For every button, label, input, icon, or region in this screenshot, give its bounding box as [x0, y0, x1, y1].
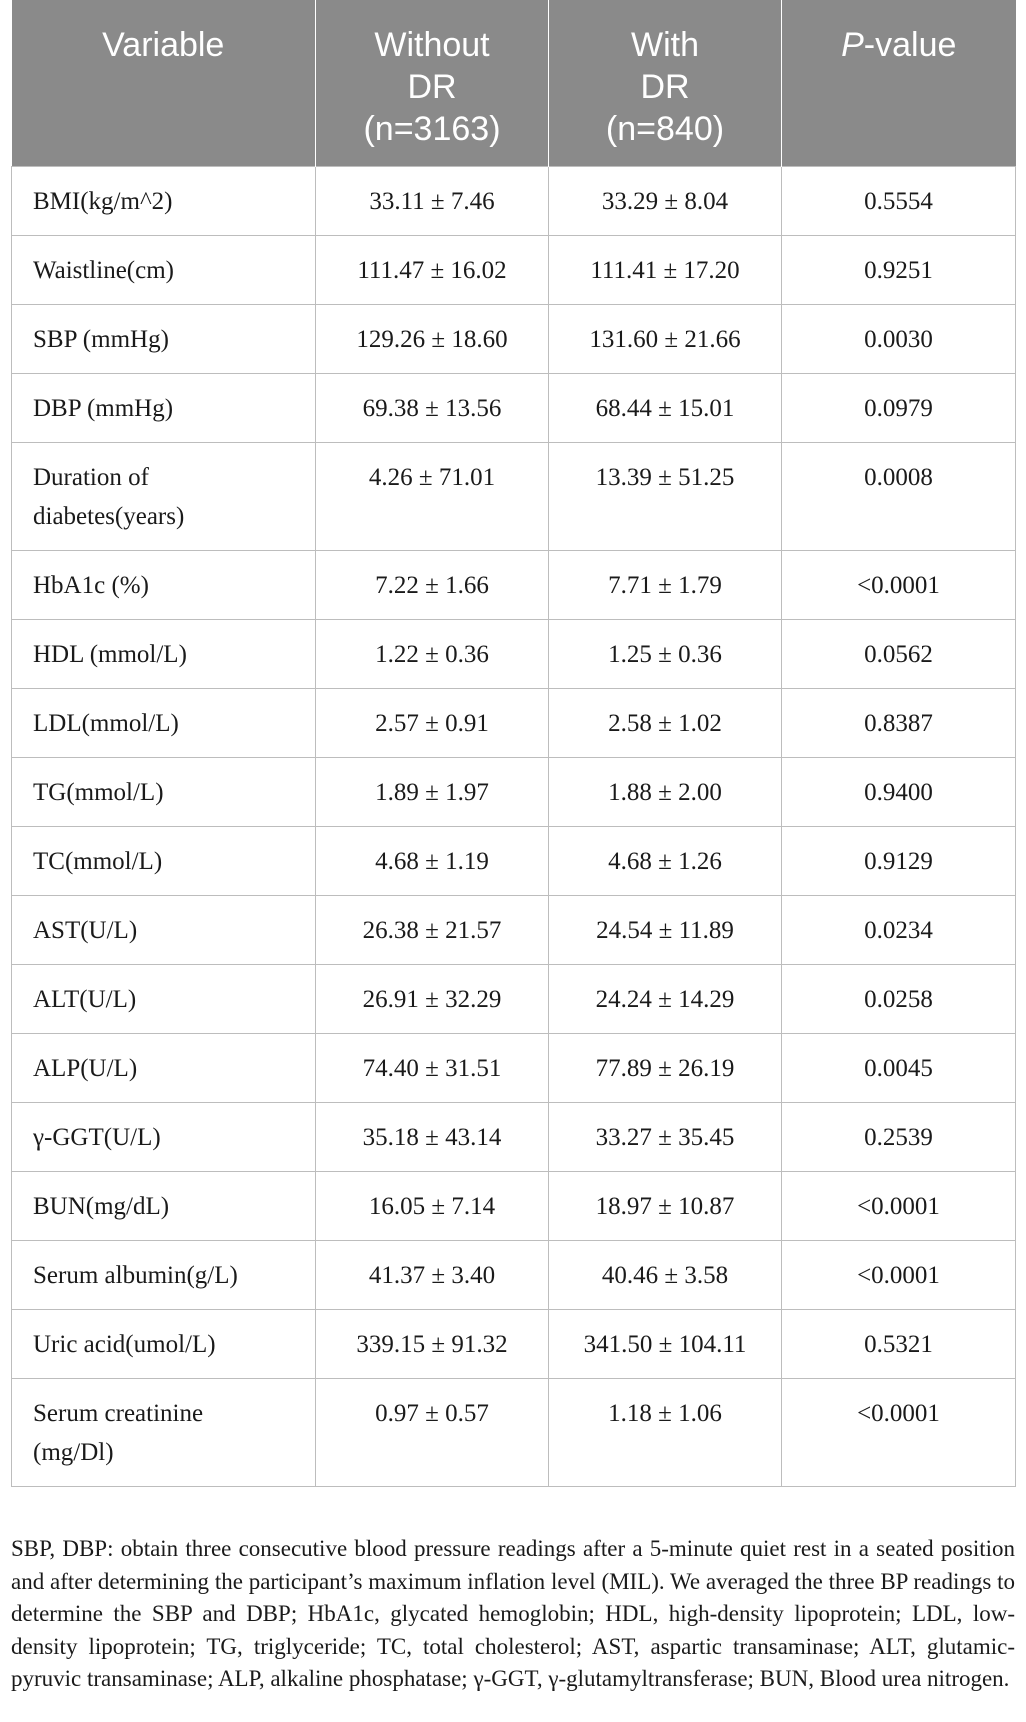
cell-with-dr: 1.18 ± 1.06	[549, 1379, 782, 1487]
table-row	[12, 689, 1016, 758]
table-row	[12, 1034, 1016, 1103]
cell-variable: HDL (mmol/L)	[12, 620, 316, 689]
cell-without-dr: 339.15 ± 91.32	[316, 1310, 549, 1379]
table-row	[12, 551, 1016, 620]
header-without-dr-line2: DR	[407, 68, 457, 106]
header-variable	[12, 0, 316, 167]
cell-with-dr: 33.27 ± 35.45	[549, 1103, 782, 1172]
cell-variable-line: Serum creatinine	[33, 1400, 204, 1427]
cell-without-dr: 129.26 ± 18.60	[316, 305, 549, 374]
table-header-row	[12, 0, 1016, 167]
table-row	[12, 1379, 1016, 1487]
table-row	[12, 620, 1016, 689]
cell-p-value: 0.0008	[782, 443, 1016, 551]
cell-without-dr: 16.05 ± 7.14	[316, 1172, 549, 1241]
cell-without-dr: 35.18 ± 43.14	[316, 1103, 549, 1172]
cell-variable: BMI(kg/m^2)	[12, 167, 316, 236]
cell-variable: Waistline(cm)	[12, 236, 316, 305]
cell-with-dr: 40.46 ± 3.58	[549, 1241, 782, 1310]
cell-variable: ALP(U/L)	[12, 1034, 316, 1103]
cell-p-value: 0.0258	[782, 965, 1016, 1034]
cell-variable	[12, 1379, 316, 1487]
header-p-value-italic: P	[841, 26, 864, 64]
cell-without-dr: 69.38 ± 13.56	[316, 374, 549, 443]
cell-with-dr: 13.39 ± 51.25	[549, 443, 782, 551]
cell-with-dr: 24.54 ± 11.89	[549, 896, 782, 965]
data-table-container	[11, 0, 1015, 1487]
cell-without-dr: 0.97 ± 0.57	[316, 1379, 549, 1487]
cell-variable: TG(mmol/L)	[12, 758, 316, 827]
cell-without-dr: 74.40 ± 31.51	[316, 1034, 549, 1103]
cell-p-value: 0.0979	[782, 374, 1016, 443]
cell-without-dr: 7.22 ± 1.66	[316, 551, 549, 620]
cell-with-dr: 33.29 ± 8.04	[549, 167, 782, 236]
table-row	[12, 1241, 1016, 1310]
cell-p-value: <0.0001	[782, 551, 1016, 620]
table-row	[12, 1172, 1016, 1241]
cell-without-dr: 2.57 ± 0.91	[316, 689, 549, 758]
cell-p-value: 0.0030	[782, 305, 1016, 374]
cell-p-value: 0.8387	[782, 689, 1016, 758]
table-row	[12, 305, 1016, 374]
table-row	[12, 374, 1016, 443]
cell-with-dr: 131.60 ± 21.66	[549, 305, 782, 374]
cell-variable: Uric acid(umol/L)	[12, 1310, 316, 1379]
cell-with-dr: 111.41 ± 17.20	[549, 236, 782, 305]
cell-without-dr: 1.22 ± 0.36	[316, 620, 549, 689]
cell-variable: Serum albumin(g/L)	[12, 1241, 316, 1310]
cell-with-dr: 341.50 ± 104.11	[549, 1310, 782, 1379]
header-with-dr	[549, 0, 782, 167]
cell-without-dr: 4.26 ± 71.01	[316, 443, 549, 551]
table-row	[12, 1103, 1016, 1172]
cell-p-value: <0.0001	[782, 1241, 1016, 1310]
cell-without-dr: 26.91 ± 32.29	[316, 965, 549, 1034]
header-p-value-rest: -value	[863, 26, 957, 64]
table-row	[12, 827, 1016, 896]
cell-without-dr: 111.47 ± 16.02	[316, 236, 549, 305]
cell-p-value: <0.0001	[782, 1172, 1016, 1241]
cell-variable: LDL(mmol/L)	[12, 689, 316, 758]
cell-with-dr: 4.68 ± 1.26	[549, 827, 782, 896]
cell-variable: ALT(U/L)	[12, 965, 316, 1034]
cell-variable-line: (mg/Dl)	[33, 1439, 114, 1466]
cell-without-dr: 4.68 ± 1.19	[316, 827, 549, 896]
table-row	[12, 443, 1016, 551]
cell-p-value: 0.9251	[782, 236, 1016, 305]
cell-with-dr: 68.44 ± 15.01	[549, 374, 782, 443]
comparison-table	[11, 0, 1016, 1487]
header-with-dr-line3: (n=840)	[605, 110, 725, 148]
cell-variable: DBP (mmHg)	[12, 374, 316, 443]
cell-p-value: 0.9129	[782, 827, 1016, 896]
cell-with-dr: 18.97 ± 10.87	[549, 1172, 782, 1241]
header-variable-label: Variable	[102, 26, 225, 64]
cell-without-dr: 33.11 ± 7.46	[316, 167, 549, 236]
header-p-value	[782, 0, 1016, 167]
cell-p-value: 0.9400	[782, 758, 1016, 827]
cell-variable: AST(U/L)	[12, 896, 316, 965]
cell-variable: SBP (mmHg)	[12, 305, 316, 374]
table-body	[12, 167, 1016, 1487]
cell-p-value: 0.2539	[782, 1103, 1016, 1172]
cell-p-value: 0.5554	[782, 167, 1016, 236]
header-without-dr-line1: Without	[374, 26, 490, 64]
cell-variable-line: Duration of	[33, 464, 149, 491]
table-footnote: SBP, DBP: obtain three consecutive blood pressure readings after a 5-minute quiet rest in a seated position and after determining the participant’s maximum inflation level (MIL). We averaged the three BP readings to determine the SBP and DBP; HbA1c, glycated hemoglobin; HDL, high-density lipoprotein; LDL, low-density lipoprotein; TG, triglyceride; TC, total cholesterol; AST, aspartic transaminase; ALT, glutamic-pyruvic transaminase; ALP, alkaline phosphatase; γ-GGT, γ-glutamyltransferase; BUN, Blood urea nitrogen.	[11, 1536, 1015, 1692]
cell-with-dr: 77.89 ± 26.19	[549, 1034, 782, 1103]
table-row	[12, 167, 1016, 236]
table-row	[12, 965, 1016, 1034]
header-without-dr-line3: (n=3163)	[363, 110, 501, 148]
cell-p-value: 0.0234	[782, 896, 1016, 965]
cell-with-dr: 1.25 ± 0.36	[549, 620, 782, 689]
cell-variable: γ-GGT(U/L)	[12, 1103, 316, 1172]
cell-with-dr: 7.71 ± 1.79	[549, 551, 782, 620]
cell-variable: TC(mmol/L)	[12, 827, 316, 896]
table-row	[12, 236, 1016, 305]
cell-with-dr: 24.24 ± 14.29	[549, 965, 782, 1034]
cell-p-value: 0.0562	[782, 620, 1016, 689]
header-with-dr-line1: With	[631, 26, 699, 64]
cell-variable-line: diabetes(years)	[33, 503, 185, 530]
cell-variable	[12, 443, 316, 551]
table-row	[12, 1310, 1016, 1379]
cell-with-dr: 1.88 ± 2.00	[549, 758, 782, 827]
cell-without-dr: 41.37 ± 3.40	[316, 1241, 549, 1310]
cell-variable: HbA1c (%)	[12, 551, 316, 620]
cell-without-dr: 1.89 ± 1.97	[316, 758, 549, 827]
table-row	[12, 758, 1016, 827]
table-row	[12, 896, 1016, 965]
cell-with-dr: 2.58 ± 1.02	[549, 689, 782, 758]
header-p-value-label	[790, 24, 1008, 66]
header-without-dr	[316, 0, 549, 167]
cell-without-dr: 26.38 ± 21.57	[316, 896, 549, 965]
cell-p-value: 0.5321	[782, 1310, 1016, 1379]
cell-p-value: <0.0001	[782, 1379, 1016, 1487]
cell-variable: BUN(mg/dL)	[12, 1172, 316, 1241]
cell-p-value: 0.0045	[782, 1034, 1016, 1103]
header-with-dr-line2: DR	[640, 68, 690, 106]
